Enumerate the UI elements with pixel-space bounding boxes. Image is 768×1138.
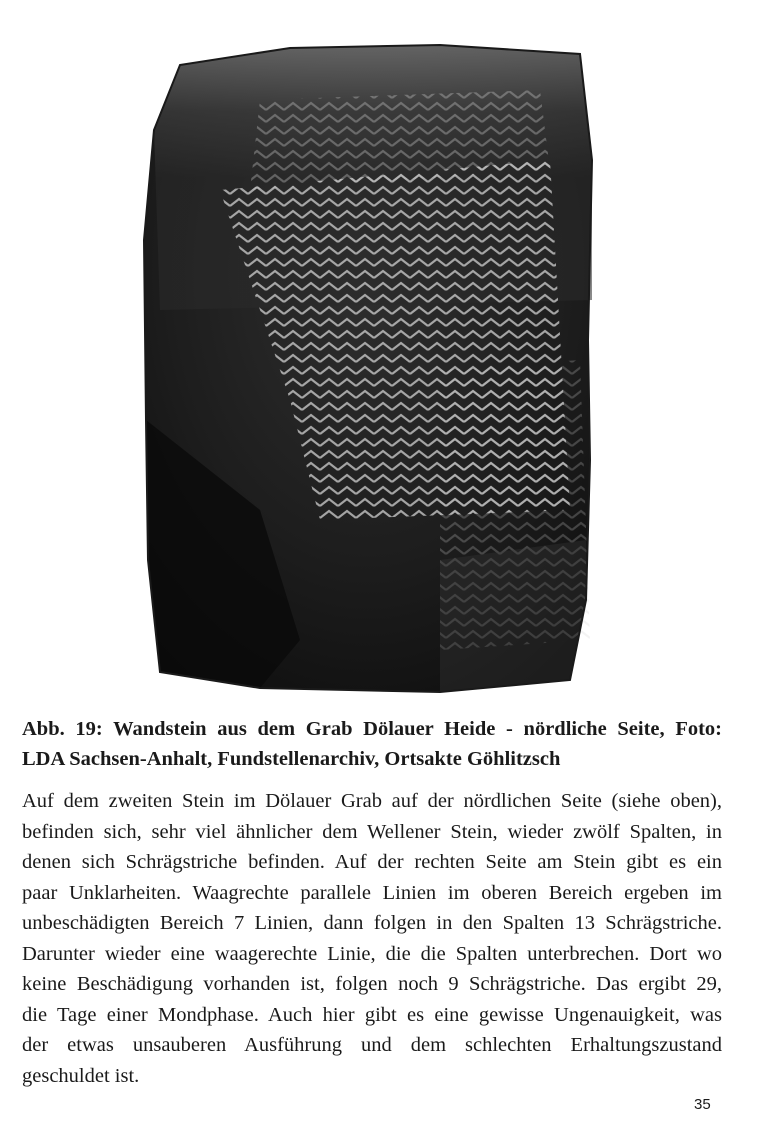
carved-stone-photo-icon bbox=[140, 40, 600, 695]
stone-photo bbox=[140, 40, 600, 695]
paragraph-line: denen sich Schrägstriche befinden. Auf der rechten Seite am Stein gibt es ein bbox=[22, 851, 722, 873]
paragraph-line: befinden sich, sehr viel ähnlicher dem Wellener Stein, wieder zwölf Spalten, in bbox=[22, 820, 722, 843]
caption-line: LDA Sachsen-Anhalt, Fundstellenarchiv, Ortsakte Göhlitzsch bbox=[22, 748, 561, 770]
paragraph-line: die Tage einer Mondphase. Auch hier gibt es eine gewisse Ungenauigkeit, was bbox=[22, 1003, 722, 1026]
paragraph-line: Auf dem zweiten Stein im Dölauer Grab auf der nördlichen Seite (siehe oben), bbox=[22, 790, 722, 812]
paragraph-line: unbeschädigten Bereich 7 Linien, dann folgen in den Spalten 13 Schrägstriche. bbox=[22, 912, 722, 934]
paragraph-line: geschuldet ist. bbox=[22, 1064, 140, 1087]
body-paragraph bbox=[22, 786, 722, 1091]
paragraph-line: Darunter wieder eine waagerechte Linie, die die Spalten unterbrechen. Dort wo bbox=[22, 942, 722, 965]
paragraph-line: der etwas unsauberen Ausführung und dem schlechten Erhaltungszustand bbox=[22, 1034, 722, 1056]
page-number: 35 bbox=[694, 1096, 711, 1113]
caption-line: Abb. 19: Wandstein aus dem Grab Dölauer Heide - nördliche Seite, Foto: bbox=[22, 718, 722, 740]
paragraph-line: paar Unklarheiten. Waagrechte parallele Linien im oberen Bereich ergeben im bbox=[22, 881, 722, 904]
figure-caption bbox=[22, 714, 722, 774]
paragraph-line: keine Beschädigung vorhanden ist, folgen noch 9 Schrägstriche. Das ergibt 29, bbox=[22, 973, 722, 995]
